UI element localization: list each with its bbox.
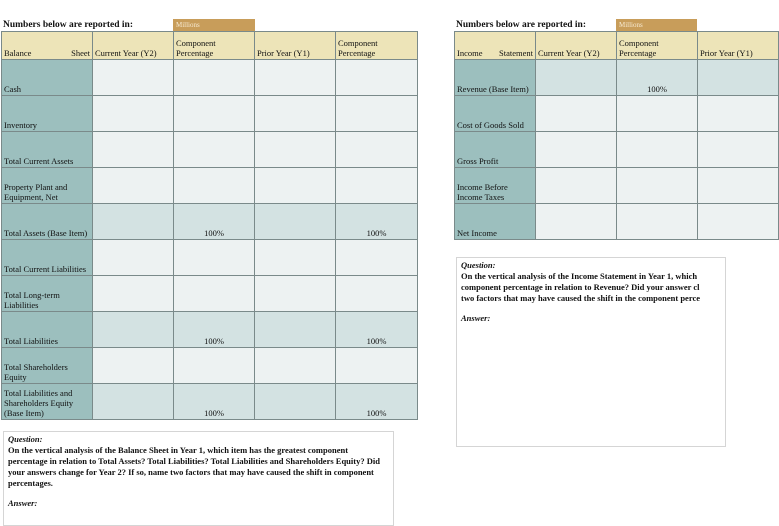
table-row	[2, 132, 418, 168]
balance-answer-label: Answer:	[8, 498, 38, 508]
income-question-box[interactable]	[456, 257, 726, 447]
row-label-cash[interactable]: Cash	[2, 60, 93, 96]
cell-pct-y2[interactable]	[617, 132, 698, 168]
cell-y1[interactable]	[698, 132, 779, 168]
cell-y2[interactable]	[93, 312, 174, 348]
cell-y1[interactable]	[698, 204, 779, 240]
cell-pct-y1[interactable]: 100%	[336, 204, 418, 240]
table-row	[455, 132, 779, 168]
cell-pct-y2[interactable]: 100%	[174, 312, 255, 348]
row-label-ppe-net[interactable]: Property Plant and Equipment, Net	[2, 168, 93, 204]
income-reported-label: Numbers below are reported in:	[456, 20, 586, 30]
cell-pct-y1[interactable]	[336, 240, 418, 276]
income-units-cell[interactable]: Millions	[616, 19, 697, 31]
table-row	[2, 204, 418, 240]
cell-y1[interactable]	[255, 384, 336, 420]
cell-y2[interactable]	[93, 384, 174, 420]
cell-y2[interactable]	[536, 132, 617, 168]
cell-pct-y2[interactable]: 100%	[617, 60, 698, 96]
row-label-total-liabilities[interactable]: Total Liabilities	[2, 312, 93, 348]
row-label-cost-of-goods-sold[interactable]: Cost of Goods Sold	[455, 96, 536, 132]
row-label-net-income[interactable]: Net Income	[455, 204, 536, 240]
cell-y2[interactable]	[93, 276, 174, 312]
cell-pct-y1[interactable]	[336, 132, 418, 168]
header-word-statement: Statement	[499, 48, 533, 58]
income-answer-label: Answer:	[461, 313, 491, 323]
balance-reported-label: Numbers below are reported in:	[3, 20, 133, 30]
cell-pct-y1[interactable]	[336, 60, 418, 96]
header-word-income: Income	[457, 48, 483, 58]
cell-pct-y2[interactable]	[617, 96, 698, 132]
table-row	[455, 96, 779, 132]
header-word-balance: Balance	[4, 48, 32, 58]
row-label-gross-profit[interactable]: Gross Profit	[455, 132, 536, 168]
table-row	[455, 60, 779, 96]
balance-question-box[interactable]	[3, 431, 394, 526]
cell-pct-y2[interactable]	[174, 240, 255, 276]
balance-header-row	[2, 32, 418, 60]
table-row	[2, 276, 418, 312]
balance-units-cell[interactable]: Millions	[173, 19, 255, 31]
income-header-row	[455, 32, 779, 60]
table-row	[2, 96, 418, 132]
cell-pct-y2[interactable]	[174, 132, 255, 168]
table-row	[2, 168, 418, 204]
row-label-total-shareholders-equity[interactable]: Total Shareholders Equity	[2, 348, 93, 384]
cell-pct-y2[interactable]	[174, 276, 255, 312]
cell-pct-y2[interactable]	[174, 60, 255, 96]
table-row	[2, 312, 418, 348]
cell-pct-y1[interactable]	[336, 276, 418, 312]
table-row	[2, 384, 418, 420]
table-row	[2, 60, 418, 96]
cell-pct-y1[interactable]: 100%	[336, 312, 418, 348]
cell-y1[interactable]	[255, 312, 336, 348]
cell-y2[interactable]	[93, 348, 174, 384]
cell-y1[interactable]	[255, 60, 336, 96]
header-current-year[interactable]: Current Year (Y2)	[536, 32, 617, 60]
cell-y1[interactable]	[255, 168, 336, 204]
cell-pct-y2[interactable]	[174, 348, 255, 384]
table-row	[455, 204, 779, 240]
balance-header-title[interactable]	[2, 32, 93, 60]
income-question-line: On the vertical analysis of the Income Statement in Year 1, which	[461, 271, 698, 281]
cell-y2[interactable]	[536, 168, 617, 204]
row-label-income-before-taxes[interactable]: Income Before Income Taxes	[455, 168, 536, 204]
balance-question-text: On the vertical analysis of the Balance Sheet in Year 1, which item has the greatest component percentage in relation to Total Assets? Total Liabilities? Total Liabilities and Shareholders Equity? Did your answers change for Year 2? If so, name two factors that may have caused the shift in component percentages.	[8, 445, 380, 488]
cell-pct-y2[interactable]	[617, 204, 698, 240]
header-word-sheet: Sheet	[71, 48, 90, 58]
cell-y1[interactable]	[698, 168, 779, 204]
cell-y2[interactable]	[93, 240, 174, 276]
cell-pct-y1[interactable]	[336, 96, 418, 132]
cell-y1[interactable]	[255, 348, 336, 384]
row-label-inventory[interactable]: Inventory	[2, 96, 93, 132]
cell-y2[interactable]	[536, 60, 617, 96]
cell-y1[interactable]	[255, 240, 336, 276]
row-label-total-long-term-liabilities[interactable]: Total Long-term Liabilities	[2, 276, 93, 312]
cell-pct-y1[interactable]	[336, 168, 418, 204]
cell-pct-y2[interactable]	[174, 168, 255, 204]
cell-pct-y2[interactable]: 100%	[174, 384, 255, 420]
cell-y1[interactable]	[255, 132, 336, 168]
header-prior-year[interactable]: Prior Year (Y1)	[698, 32, 779, 60]
cell-y2[interactable]	[93, 204, 174, 240]
cell-pct-y2[interactable]	[174, 96, 255, 132]
cell-y2[interactable]	[536, 204, 617, 240]
cell-y2[interactable]	[536, 96, 617, 132]
income-header-title[interactable]	[455, 32, 536, 60]
cell-y2[interactable]	[93, 60, 174, 96]
cell-pct-y1[interactable]: 100%	[336, 384, 418, 420]
cell-pct-y2[interactable]	[617, 168, 698, 204]
income-question-heading: Question:	[461, 260, 496, 270]
income-question-line: component percentage in relation to Revenue? Did your answer cl	[461, 282, 700, 292]
row-label-revenue[interactable]: Revenue (Base Item)	[455, 60, 536, 96]
header-prior-year[interactable]: Prior Year (Y1)	[255, 32, 336, 60]
header-current-year[interactable]: Current Year (Y2)	[93, 32, 174, 60]
row-label-total-liabilities-and-equity[interactable]: Total Liabilities and Shareholders Equity (Base Item)	[2, 384, 93, 420]
row-label-total-assets[interactable]: Total Assets (Base Item)	[2, 204, 93, 240]
cell-y2[interactable]	[93, 96, 174, 132]
table-row	[455, 168, 779, 204]
balance-question-heading: Question:	[8, 434, 43, 444]
income-question-line: two factors that may have caused the shift in the component perce	[461, 293, 700, 303]
cell-y2[interactable]	[93, 132, 174, 168]
table-row	[2, 240, 418, 276]
income-statement-table	[454, 31, 779, 240]
cell-y1[interactable]	[255, 276, 336, 312]
cell-y1[interactable]	[698, 60, 779, 96]
header-component-pct-y2[interactable]: Component Percentage	[174, 32, 255, 60]
cell-y1[interactable]	[255, 204, 336, 240]
header-component-pct-y2[interactable]: Component Percentage	[617, 32, 698, 60]
cell-pct-y2[interactable]: 100%	[174, 204, 255, 240]
cell-y1[interactable]	[255, 96, 336, 132]
cell-pct-y1[interactable]	[336, 348, 418, 384]
header-component-pct-y1[interactable]: Component Percentage	[336, 32, 418, 60]
cell-y2[interactable]	[93, 168, 174, 204]
cell-y1[interactable]	[698, 96, 779, 132]
balance-sheet-table	[1, 31, 418, 420]
table-row	[2, 348, 418, 384]
row-label-total-current-liabilities[interactable]: Total Current Liabilities	[2, 240, 93, 276]
row-label-total-current-assets[interactable]: Total Current Assets	[2, 132, 93, 168]
